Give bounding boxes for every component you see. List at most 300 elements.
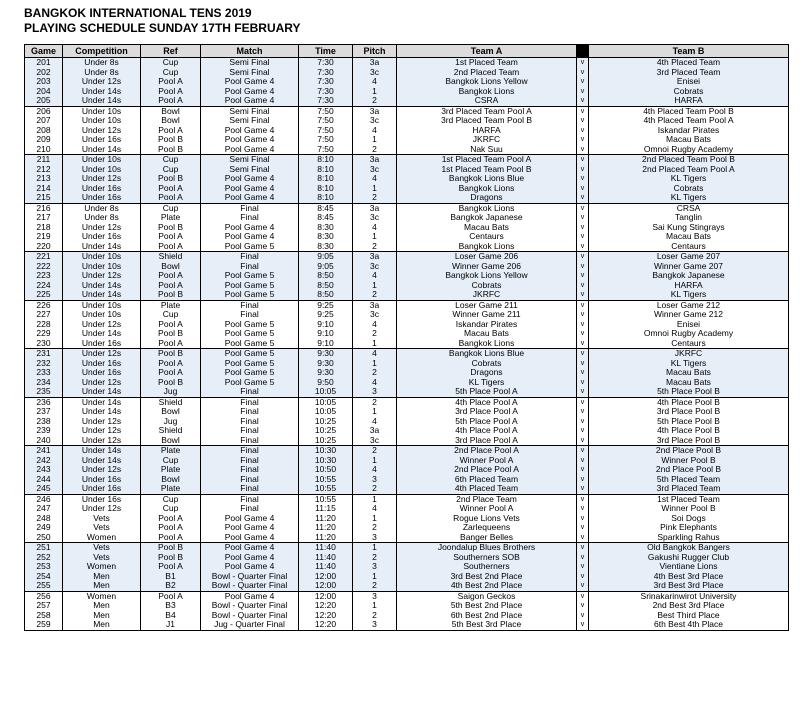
- table-row: [25, 465, 789, 475]
- team-a-cell: 4th Place Pool A: [397, 397, 577, 407]
- match-cell: Bowl - Quarter Final: [201, 611, 299, 621]
- game-number-cell: 214: [25, 184, 63, 194]
- match-cell: Bowl - Quarter Final: [201, 572, 299, 582]
- versus-cell: v: [577, 456, 589, 466]
- match-cell: Pool Game 4: [201, 523, 299, 533]
- game-number-cell: 246: [25, 494, 63, 504]
- ref-cell: Plate: [141, 213, 201, 223]
- ref-cell: Pool A: [141, 193, 201, 203]
- versus-cell: v: [577, 145, 589, 155]
- game-number-cell: 259: [25, 620, 63, 630]
- match-cell: Final: [201, 484, 299, 494]
- versus-cell: v: [577, 320, 589, 330]
- game-number-cell: 228: [25, 320, 63, 330]
- ref-cell: Plate: [141, 300, 201, 310]
- table-row: [25, 349, 789, 359]
- table-row: [25, 281, 789, 291]
- team-b-cell: 4th Placed Team: [589, 58, 789, 68]
- pitch-cell: 1: [353, 407, 397, 417]
- time-cell: 8:30: [299, 232, 353, 242]
- header-match: Match: [201, 45, 299, 58]
- header-versus: [577, 45, 589, 58]
- game-number-cell: 252: [25, 553, 63, 563]
- competition-cell: Under 16s: [63, 193, 141, 203]
- versus-cell: v: [577, 339, 589, 349]
- versus-cell: v: [577, 484, 589, 494]
- pitch-cell: 3c: [353, 68, 397, 78]
- ref-cell: Pool A: [141, 591, 201, 601]
- team-b-cell: 4th Placed Team Pool B: [589, 106, 789, 116]
- competition-cell: Under 12s: [63, 426, 141, 436]
- table-row: [25, 262, 789, 272]
- versus-cell: v: [577, 203, 589, 213]
- team-b-cell: Enisei: [589, 320, 789, 330]
- match-cell: Pool Game 4: [201, 135, 299, 145]
- time-cell: 8:10: [299, 184, 353, 194]
- game-number-cell: 209: [25, 135, 63, 145]
- competition-cell: Under 8s: [63, 203, 141, 213]
- team-a-cell: JKRFC: [397, 135, 577, 145]
- team-b-cell: KL Tigers: [589, 359, 789, 369]
- time-cell: 7:50: [299, 116, 353, 126]
- pitch-cell: 3a: [353, 426, 397, 436]
- table-row: [25, 320, 789, 330]
- team-b-cell: 5th Placed Team: [589, 475, 789, 485]
- competition-cell: Under 14s: [63, 446, 141, 456]
- team-b-cell: 3rd Place Pool B: [589, 407, 789, 417]
- table-row: [25, 397, 789, 407]
- time-cell: 9:10: [299, 320, 353, 330]
- match-cell: Semi Final: [201, 106, 299, 116]
- competition-cell: Women: [63, 591, 141, 601]
- team-a-cell: Dragons: [397, 368, 577, 378]
- table-row: [25, 174, 789, 184]
- ref-cell: Jug: [141, 387, 201, 397]
- competition-cell: Under 12s: [63, 378, 141, 388]
- team-b-cell: Macau Bats: [589, 135, 789, 145]
- pitch-cell: 4: [353, 504, 397, 514]
- table-row: [25, 456, 789, 466]
- pitch-cell: 1: [353, 135, 397, 145]
- versus-cell: v: [577, 523, 589, 533]
- ref-cell: Plate: [141, 465, 201, 475]
- match-cell: Final: [201, 465, 299, 475]
- pitch-cell: 1: [353, 543, 397, 553]
- game-number-cell: 225: [25, 290, 63, 300]
- match-cell: Pool Game 5: [201, 349, 299, 359]
- competition-cell: Under 8s: [63, 213, 141, 223]
- pitch-cell: 3a: [353, 155, 397, 165]
- competition-cell: Under 14s: [63, 145, 141, 155]
- competition-cell: Under 16s: [63, 135, 141, 145]
- time-cell: 9:25: [299, 300, 353, 310]
- table-row: [25, 436, 789, 446]
- match-cell: Final: [201, 446, 299, 456]
- ref-cell: Pool A: [141, 96, 201, 106]
- team-a-cell: 1st Placed Team: [397, 58, 577, 68]
- versus-cell: v: [577, 620, 589, 630]
- ref-cell: Pool B: [141, 543, 201, 553]
- table-row: [25, 553, 789, 563]
- match-cell: Pool Game 5: [201, 290, 299, 300]
- time-cell: 9:30: [299, 359, 353, 369]
- versus-cell: v: [577, 242, 589, 252]
- team-b-cell: 2nd Placed Team Pool A: [589, 165, 789, 175]
- game-number-cell: 249: [25, 523, 63, 533]
- pitch-cell: 1: [353, 572, 397, 582]
- match-cell: Pool Game 5: [201, 329, 299, 339]
- table-row: [25, 378, 789, 388]
- team-b-cell: CRSA: [589, 203, 789, 213]
- pitch-cell: 2: [353, 446, 397, 456]
- team-b-cell: 5th Place Pool B: [589, 417, 789, 427]
- header-time: Time: [299, 45, 353, 58]
- ref-cell: Bowl: [141, 436, 201, 446]
- time-cell: 9:05: [299, 262, 353, 272]
- game-number-cell: 245: [25, 484, 63, 494]
- schedule-subtitle: PLAYING SCHEDULE SUNDAY 17TH FEBRUARY: [24, 21, 301, 35]
- game-number-cell: 243: [25, 465, 63, 475]
- team-a-cell: Loser Game 206: [397, 252, 577, 262]
- time-cell: 10:25: [299, 417, 353, 427]
- team-b-cell: Pink Elephants: [589, 523, 789, 533]
- pitch-cell: 3: [353, 533, 397, 543]
- pitch-cell: 4: [353, 223, 397, 233]
- pitch-cell: 2: [353, 193, 397, 203]
- team-b-cell: Enisei: [589, 77, 789, 87]
- game-number-cell: 258: [25, 611, 63, 621]
- table-row: [25, 543, 789, 553]
- table-row: [25, 300, 789, 310]
- time-cell: 10:55: [299, 494, 353, 504]
- time-cell: 8:10: [299, 174, 353, 184]
- competition-cell: Under 10s: [63, 106, 141, 116]
- ref-cell: Shield: [141, 252, 201, 262]
- schedule-header: [24, 6, 301, 36]
- time-cell: 12:00: [299, 572, 353, 582]
- match-cell: Pool Game 4: [201, 77, 299, 87]
- team-a-cell: 3rd Placed Team Pool B: [397, 116, 577, 126]
- versus-cell: v: [577, 271, 589, 281]
- match-cell: Pool Game 4: [201, 553, 299, 563]
- game-number-cell: 213: [25, 174, 63, 184]
- versus-cell: v: [577, 281, 589, 291]
- pitch-cell: 1: [353, 514, 397, 524]
- time-cell: 10:05: [299, 397, 353, 407]
- schedule-table: [24, 44, 789, 631]
- game-number-cell: 217: [25, 213, 63, 223]
- time-cell: 7:50: [299, 126, 353, 136]
- time-cell: 12:00: [299, 581, 353, 591]
- match-cell: Final: [201, 397, 299, 407]
- versus-cell: v: [577, 368, 589, 378]
- team-b-cell: Winner Pool B: [589, 456, 789, 466]
- team-a-cell: 4th Place Pool A: [397, 426, 577, 436]
- versus-cell: v: [577, 387, 589, 397]
- team-b-cell: 4th Placed Team Pool A: [589, 116, 789, 126]
- time-cell: 9:10: [299, 339, 353, 349]
- time-cell: 11:40: [299, 553, 353, 563]
- game-number-cell: 226: [25, 300, 63, 310]
- table-row: [25, 387, 789, 397]
- ref-cell: Bowl: [141, 116, 201, 126]
- table-row: [25, 135, 789, 145]
- match-cell: Final: [201, 407, 299, 417]
- table-row: [25, 446, 789, 456]
- pitch-cell: 2: [353, 397, 397, 407]
- team-a-cell: Bangkok Lions: [397, 184, 577, 194]
- game-number-cell: 244: [25, 475, 63, 485]
- team-b-cell: 3rd Best 3rd Place: [589, 581, 789, 591]
- team-a-cell: JKRFC: [397, 290, 577, 300]
- team-b-cell: HARFA: [589, 281, 789, 291]
- ref-cell: Pool B: [141, 349, 201, 359]
- versus-cell: v: [577, 290, 589, 300]
- game-number-cell: 257: [25, 601, 63, 611]
- table-row: [25, 155, 789, 165]
- game-number-cell: 247: [25, 504, 63, 514]
- ref-cell: Plate: [141, 446, 201, 456]
- competition-cell: Under 14s: [63, 96, 141, 106]
- team-a-cell: HARFA: [397, 126, 577, 136]
- match-cell: Final: [201, 475, 299, 485]
- team-b-cell: Macau Bats: [589, 378, 789, 388]
- pitch-cell: 3: [353, 620, 397, 630]
- competition-cell: Men: [63, 611, 141, 621]
- ref-cell: Cup: [141, 310, 201, 320]
- team-a-cell: 6th Best 2nd Place: [397, 611, 577, 621]
- team-a-cell: 2nd Place Pool A: [397, 446, 577, 456]
- team-a-cell: Southerners: [397, 562, 577, 572]
- competition-cell: Under 12s: [63, 349, 141, 359]
- versus-cell: v: [577, 58, 589, 68]
- competition-cell: Women: [63, 533, 141, 543]
- team-a-cell: Dragons: [397, 193, 577, 203]
- competition-cell: Vets: [63, 523, 141, 533]
- table-row: [25, 591, 789, 601]
- match-cell: Pool Game 4: [201, 223, 299, 233]
- time-cell: 10:30: [299, 446, 353, 456]
- team-b-cell: Sai Kung Stingrays: [589, 223, 789, 233]
- team-b-cell: JKRFC: [589, 349, 789, 359]
- table-row: [25, 145, 789, 155]
- competition-cell: Under 8s: [63, 68, 141, 78]
- team-a-cell: 3rd Best 2nd Place: [397, 572, 577, 582]
- team-b-cell: Winner Game 212: [589, 310, 789, 320]
- ref-cell: Pool A: [141, 87, 201, 97]
- match-cell: Semi Final: [201, 58, 299, 68]
- versus-cell: v: [577, 407, 589, 417]
- match-cell: Pool Game 5: [201, 368, 299, 378]
- match-cell: Final: [201, 456, 299, 466]
- team-a-cell: Loser Game 211: [397, 300, 577, 310]
- team-b-cell: Winner Pool B: [589, 504, 789, 514]
- versus-cell: v: [577, 184, 589, 194]
- time-cell: 12:20: [299, 601, 353, 611]
- competition-cell: Under 14s: [63, 456, 141, 466]
- pitch-cell: 4: [353, 378, 397, 388]
- pitch-cell: 3c: [353, 436, 397, 446]
- game-number-cell: 233: [25, 368, 63, 378]
- time-cell: 9:50: [299, 378, 353, 388]
- pitch-cell: 2: [353, 368, 397, 378]
- match-cell: Pool Game 4: [201, 193, 299, 203]
- ref-cell: B2: [141, 581, 201, 591]
- game-number-cell: 221: [25, 252, 63, 262]
- time-cell: 7:30: [299, 58, 353, 68]
- team-b-cell: HARFA: [589, 96, 789, 106]
- pitch-cell: 4: [353, 320, 397, 330]
- ref-cell: Cup: [141, 165, 201, 175]
- time-cell: 9:05: [299, 252, 353, 262]
- ref-cell: Pool B: [141, 290, 201, 300]
- competition-cell: Under 14s: [63, 281, 141, 291]
- table-row: [25, 620, 789, 630]
- team-a-cell: Bangkok Lions: [397, 87, 577, 97]
- header-game: Game: [25, 45, 63, 58]
- table-row: [25, 232, 789, 242]
- match-cell: Pool Game 4: [201, 591, 299, 601]
- ref-cell: Pool A: [141, 271, 201, 281]
- match-cell: Jug - Quarter Final: [201, 620, 299, 630]
- game-number-cell: 240: [25, 436, 63, 446]
- team-a-cell: Rogue Lions Vets: [397, 514, 577, 524]
- table-row: [25, 359, 789, 369]
- versus-cell: v: [577, 378, 589, 388]
- time-cell: 8:45: [299, 213, 353, 223]
- match-cell: Pool Game 4: [201, 184, 299, 194]
- pitch-cell: 2: [353, 523, 397, 533]
- pitch-cell: 3c: [353, 262, 397, 272]
- game-number-cell: 220: [25, 242, 63, 252]
- team-b-cell: 5th Place Pool B: [589, 387, 789, 397]
- competition-cell: Under 16s: [63, 475, 141, 485]
- match-cell: Pool Game 4: [201, 174, 299, 184]
- pitch-cell: 1: [353, 494, 397, 504]
- competition-cell: Men: [63, 581, 141, 591]
- time-cell: 10:55: [299, 475, 353, 485]
- match-cell: Semi Final: [201, 165, 299, 175]
- pitch-cell: 2: [353, 290, 397, 300]
- match-cell: Final: [201, 213, 299, 223]
- table-row: [25, 523, 789, 533]
- match-cell: Pool Game 5: [201, 320, 299, 330]
- time-cell: 10:25: [299, 426, 353, 436]
- ref-cell: Cup: [141, 203, 201, 213]
- time-cell: 7:30: [299, 77, 353, 87]
- team-a-cell: Macau Bats: [397, 329, 577, 339]
- table-row: [25, 484, 789, 494]
- competition-cell: Vets: [63, 543, 141, 553]
- team-a-cell: 2nd Place Team: [397, 494, 577, 504]
- versus-cell: v: [577, 543, 589, 553]
- team-a-cell: 5th Best 3rd Place: [397, 620, 577, 630]
- time-cell: 9:25: [299, 310, 353, 320]
- versus-cell: v: [577, 300, 589, 310]
- versus-cell: v: [577, 601, 589, 611]
- versus-cell: v: [577, 591, 589, 601]
- team-b-cell: Loser Game 212: [589, 300, 789, 310]
- team-b-cell: Macau Bats: [589, 368, 789, 378]
- table-row: [25, 339, 789, 349]
- competition-cell: Under 12s: [63, 77, 141, 87]
- team-a-cell: Bangkok Lions Yellow: [397, 77, 577, 87]
- team-a-cell: Winner Pool A: [397, 456, 577, 466]
- competition-cell: Vets: [63, 553, 141, 563]
- versus-cell: v: [577, 116, 589, 126]
- competition-cell: Men: [63, 620, 141, 630]
- competition-cell: Under 12s: [63, 126, 141, 136]
- game-number-cell: 203: [25, 77, 63, 87]
- team-b-cell: Vientiane Lions: [589, 562, 789, 572]
- ref-cell: Pool A: [141, 77, 201, 87]
- team-a-cell: Cobrats: [397, 281, 577, 291]
- game-number-cell: 255: [25, 581, 63, 591]
- table-row: [25, 572, 789, 582]
- competition-cell: Under 12s: [63, 465, 141, 475]
- pitch-cell: 1: [353, 281, 397, 291]
- pitch-cell: 4: [353, 126, 397, 136]
- competition-cell: Under 16s: [63, 368, 141, 378]
- table-row: [25, 504, 789, 514]
- versus-cell: v: [577, 329, 589, 339]
- time-cell: 8:50: [299, 281, 353, 291]
- team-a-cell: Bangkok Lions Blue: [397, 349, 577, 359]
- game-number-cell: 250: [25, 533, 63, 543]
- ref-cell: B3: [141, 601, 201, 611]
- competition-cell: Women: [63, 562, 141, 572]
- table-row: [25, 271, 789, 281]
- game-number-cell: 239: [25, 426, 63, 436]
- match-cell: Bowl - Quarter Final: [201, 601, 299, 611]
- pitch-cell: 3c: [353, 116, 397, 126]
- competition-cell: Under 12s: [63, 436, 141, 446]
- versus-cell: v: [577, 252, 589, 262]
- game-number-cell: 237: [25, 407, 63, 417]
- team-b-cell: Loser Game 207: [589, 252, 789, 262]
- match-cell: Pool Game 4: [201, 514, 299, 524]
- team-b-cell: 2nd Best 3rd Place: [589, 601, 789, 611]
- team-a-cell: Winner Game 206: [397, 262, 577, 272]
- team-a-cell: Bangkok Lions Yellow: [397, 271, 577, 281]
- versus-cell: v: [577, 77, 589, 87]
- tournament-title: BANGKOK INTERNATIONAL TENS 2019: [24, 6, 252, 20]
- versus-cell: v: [577, 106, 589, 116]
- match-cell: Final: [201, 436, 299, 446]
- team-a-cell: KL Tigers: [397, 378, 577, 388]
- match-cell: Pool Game 5: [201, 339, 299, 349]
- versus-cell: v: [577, 310, 589, 320]
- team-a-cell: CSRA: [397, 96, 577, 106]
- time-cell: 12:20: [299, 620, 353, 630]
- game-number-cell: 232: [25, 359, 63, 369]
- team-b-cell: Omnoi Rugby Academy: [589, 329, 789, 339]
- team-a-cell: 4th Best 2nd Place: [397, 581, 577, 591]
- table-row: [25, 87, 789, 97]
- table-row: [25, 223, 789, 233]
- team-a-cell: 6th Placed Team: [397, 475, 577, 485]
- versus-cell: v: [577, 426, 589, 436]
- competition-cell: Under 10s: [63, 116, 141, 126]
- ref-cell: B4: [141, 611, 201, 621]
- time-cell: 11:20: [299, 523, 353, 533]
- team-a-cell: 3rd Placed Team Pool A: [397, 106, 577, 116]
- table-row: [25, 368, 789, 378]
- pitch-cell: 2: [353, 242, 397, 252]
- team-b-cell: Gakushi Rugger Club: [589, 553, 789, 563]
- game-number-cell: 219: [25, 232, 63, 242]
- ref-cell: Bowl: [141, 262, 201, 272]
